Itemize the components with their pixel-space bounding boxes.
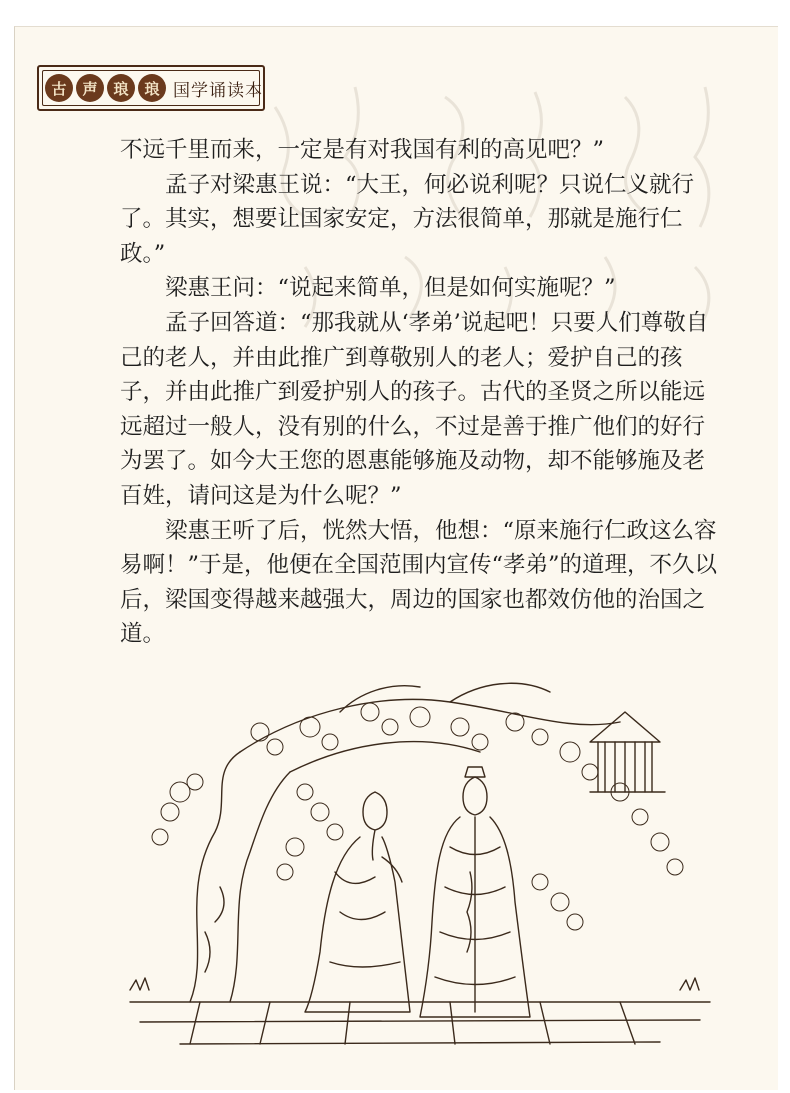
series-header-badge [37,65,265,111]
ink-drawing-icon [120,672,720,1064]
seal-char-2: 声 [76,74,104,102]
paragraph: 梁惠王听了后，恍然大悟，他想：“原来施行仁政这么容易啊！”于是，他便在全国范围内宣传“孝弟”的道理，不久以后，梁国变得越来越强大，周边的国家也都效仿他的治国之道。 [120,517,718,648]
paragraph: 孟子对梁惠王说：“大王，何必说利呢？只说仁义就行了。其实，想要让国家安定，方法很简单，那就是施行仁政。” [120,171,695,267]
series-title: 国学诵读本 [173,80,263,101]
paragraph: 不远千里而来，一定是有对我国有利的高见吧？” [120,137,605,163]
seal-char-4: 琅 [138,74,166,102]
seal-char-1: 古 [45,74,73,102]
story-illustration [120,672,720,1064]
seal-char-3: 琅 [107,74,135,102]
paragraph: 孟子回答道：“那我就从‘孝弟’说起吧！只要人们尊敬自己的老人，并由此推广到尊敬别人的老人；爱护自己的孩子，并由此推广到爱护别人的孩子。古代的圣贤之所以能远远超过一般人，没有别的什么，不过是善于推广他们的好行为罢了。如今大王您的恩惠能够施及动物，却不能够施及老百姓，请问这是为什么呢？” [120,309,709,509]
paragraph: 梁惠王问：“说起来简单，但是如何实施呢？” [165,275,616,302]
story-text [120,133,725,652]
